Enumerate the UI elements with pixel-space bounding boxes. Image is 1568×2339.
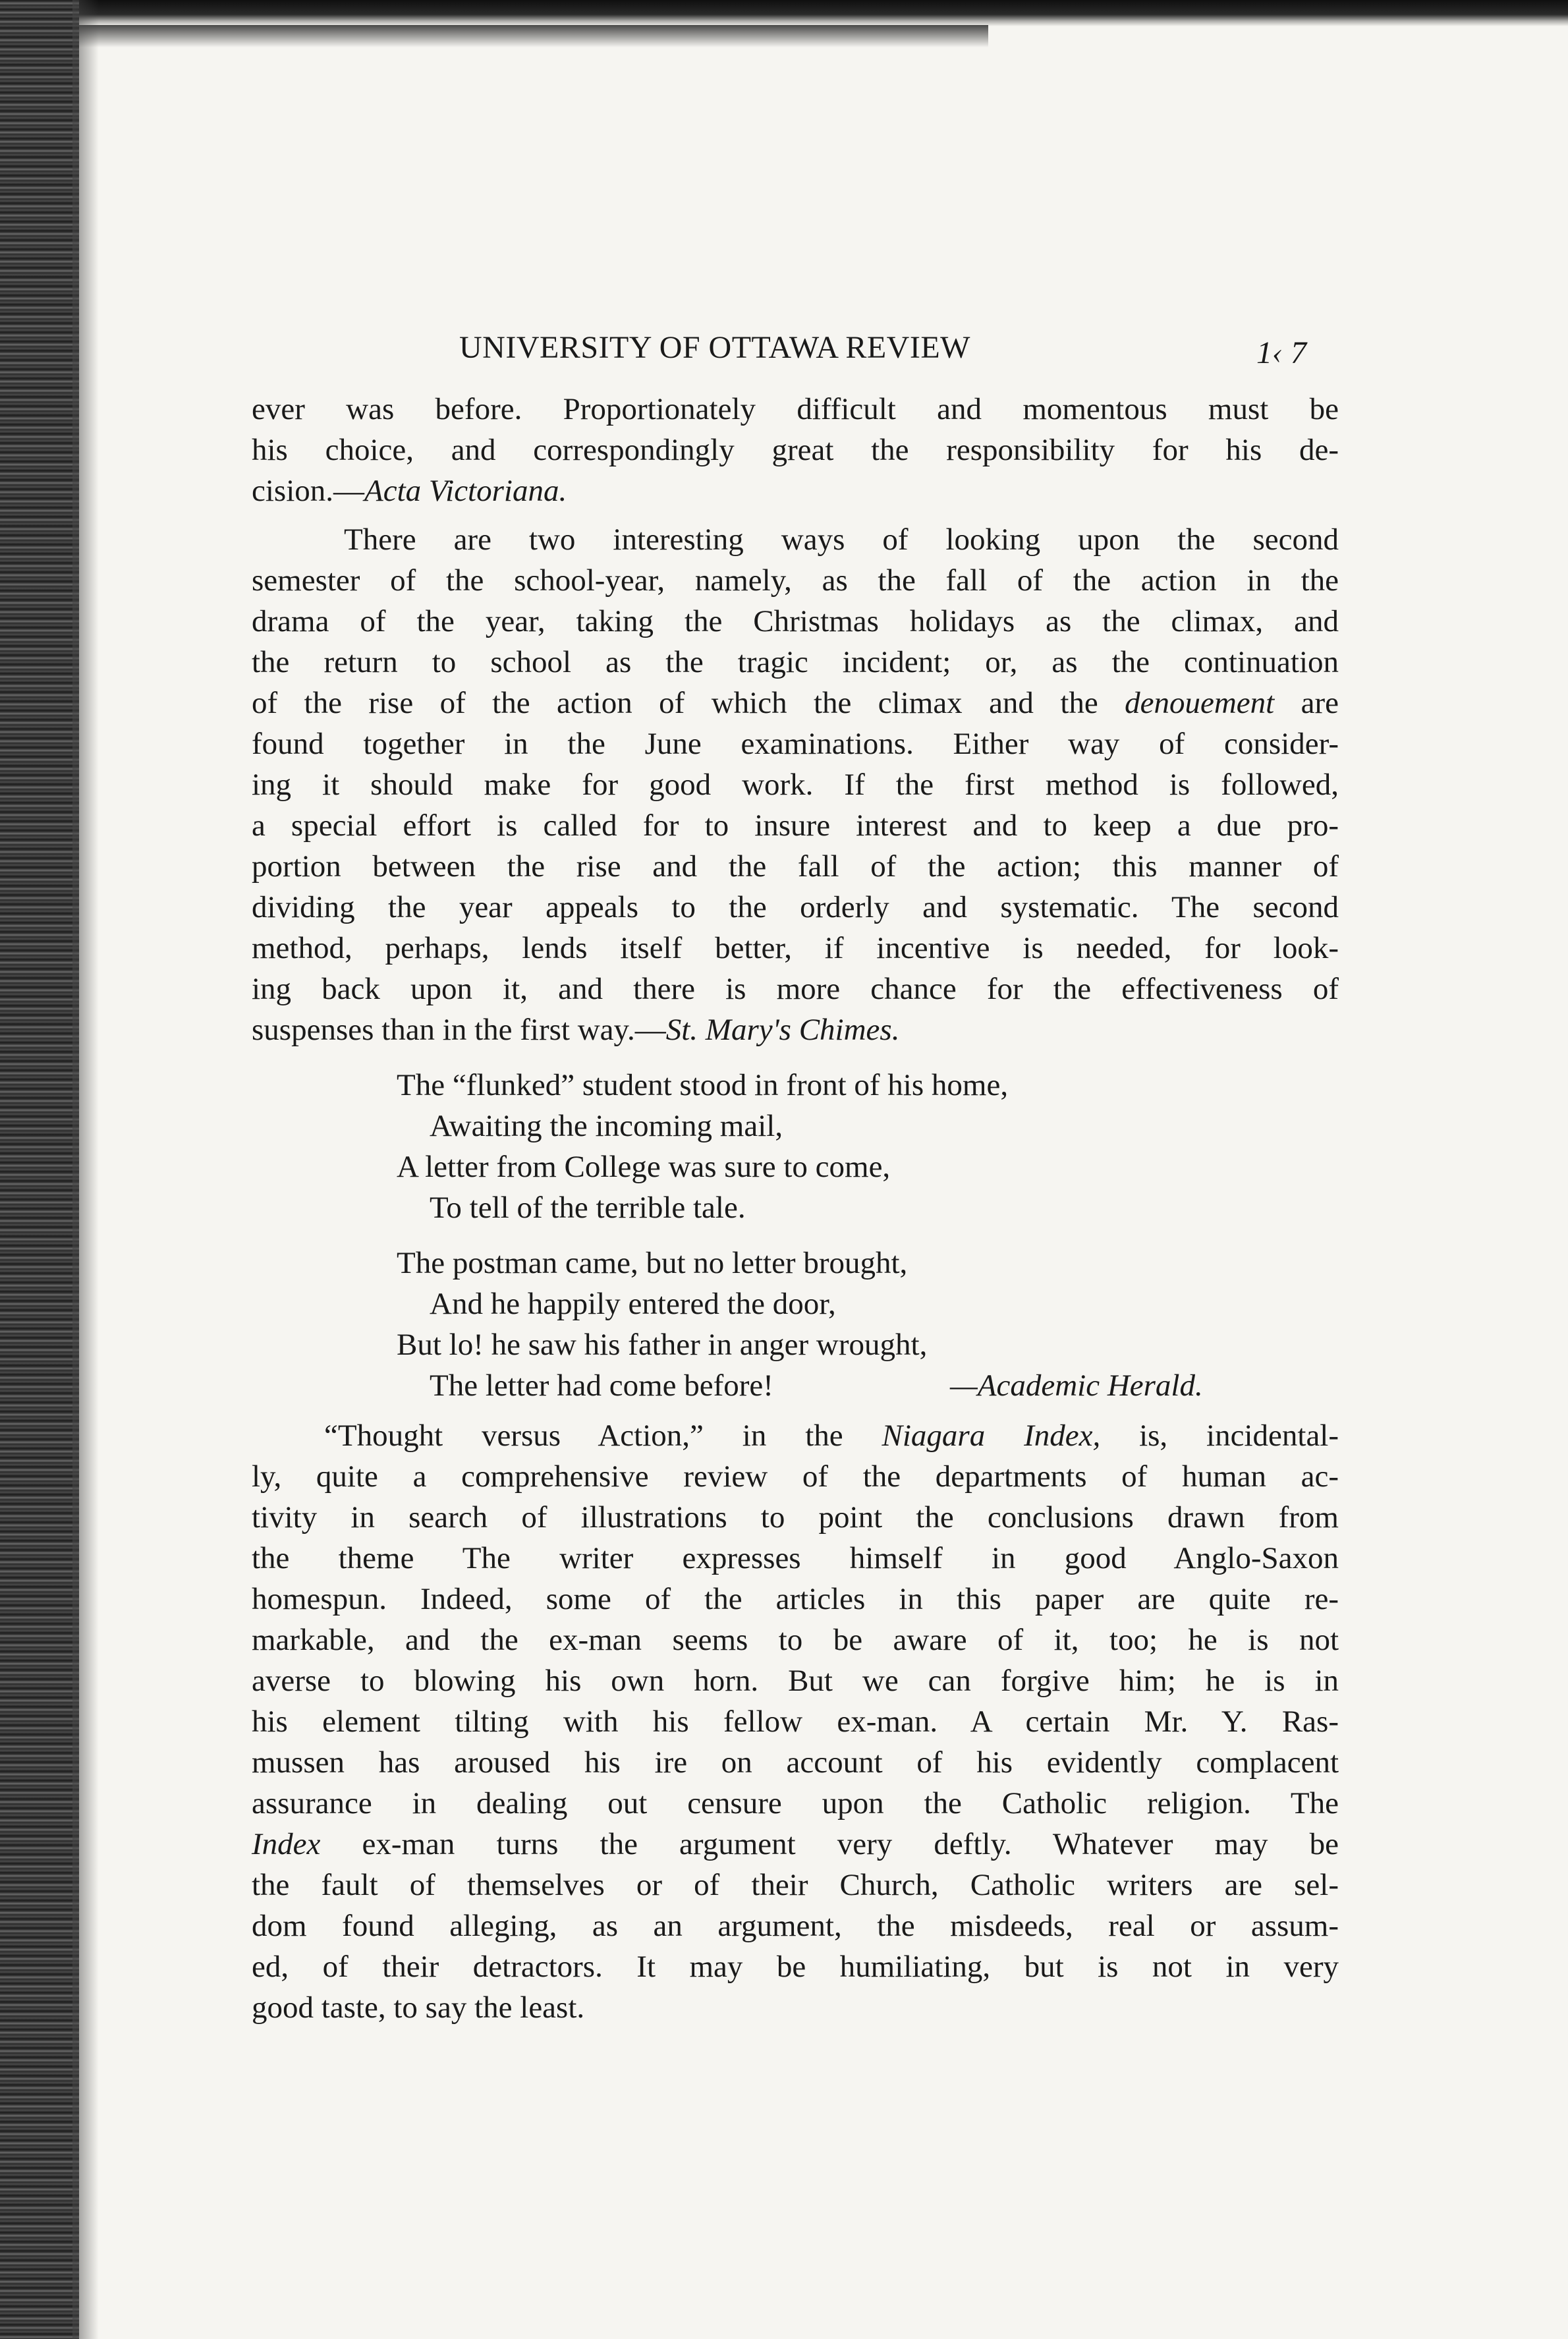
text-line: a special effort is called for to insure interest and to keep a due pro-: [252, 808, 1339, 843]
text-line: dividing the year appeals to the orderly and systematic. The second: [252, 890, 1339, 924]
text-span: is, incidental-: [1139, 1419, 1339, 1453]
journal-title: UNIVERSITY OF OTTAWA REVIEW: [459, 330, 970, 365]
text-line: dom found alleging, as an argument, the misdeeds, real or assum-: [252, 1909, 1339, 1943]
running-head: [252, 329, 1339, 389]
text-line: [252, 470, 1339, 511]
text-span: ex-man turns the argument very deftly. Whatever may be: [362, 1827, 1339, 1861]
text-line: homespun. Indeed, some of the articles in this paper are quite re-: [252, 1582, 1339, 1616]
italic-term: denouement: [1125, 686, 1275, 720]
text-line: the fault of themselves or of their Church, Catholic writers are sel-: [252, 1868, 1339, 1902]
text-span: cision.—: [252, 474, 365, 508]
text-span: of the rise of the action of which the climax and the: [252, 686, 1098, 720]
page-body: [252, 329, 1339, 2028]
text-line: [252, 683, 1339, 723]
poem-line: [397, 1365, 1339, 1406]
poem-line: A letter from College was sure to come,: [397, 1150, 891, 1184]
text-line: drama of the year, taking the Christmas holidays as the climax, and: [252, 604, 1339, 638]
text-line: the return to school as the tragic incident; or, as the continuation: [252, 645, 1339, 679]
text-line: good taste, to say the least.: [252, 1990, 585, 2025]
text-line: assurance in dealing out censure upon the Catholic religion. The: [252, 1786, 1339, 1820]
poem-line: To tell of the terrible tale.: [430, 1191, 746, 1225]
text-line: averse to blowing his own horn. But we can forgive him; he is in: [252, 1664, 1339, 1698]
text-line: ing it should make for good work. If the first method is followed,: [252, 768, 1339, 802]
text-line: portion between the rise and the fall of the action; this manner of: [252, 849, 1339, 884]
poem-attribution: —Academic Herald.: [950, 1368, 1203, 1403]
paragraph-st-marys-chimes: [252, 519, 1339, 1050]
text-line: semester of the school-year, namely, as the fall of the action in the: [252, 563, 1339, 598]
scan-binding-shadow: [72, 0, 99, 2339]
poem-line: Awaiting the incoming mail,: [430, 1109, 783, 1143]
page-number: 1‹ 7: [1256, 335, 1306, 370]
text-line: tivity in search of illustrations to point the conclusions drawn from: [252, 1500, 1339, 1535]
text-line: [252, 1824, 1339, 1865]
text-line: ed, of their detractors. It may be humiliating, but is not in very: [252, 1950, 1339, 1984]
text-line: ing back upon it, and there is more chance for the effectiveness of: [252, 972, 1339, 1006]
source-citation: Index: [252, 1827, 321, 1861]
source-citation: St. Mary's Chimes.: [665, 1013, 900, 1047]
text-line: his element tilting with his fellow ex-man. A certain Mr. Y. Ras-: [252, 1705, 1339, 1739]
source-citation: Niagara Index,: [882, 1419, 1101, 1453]
text-line: mussen has aroused his ire on account of his evidently complacent: [252, 1745, 1339, 1780]
text-line: his choice, and correspondingly great the responsibility for his de-: [252, 433, 1339, 467]
scan-top-shadow: [0, 25, 988, 47]
text-span: suspenses than in the first way.—: [252, 1013, 666, 1047]
scan-top-edge: [0, 0, 1568, 26]
text-line: There are two interesting ways of looking upon the second: [344, 522, 1339, 557]
source-citation: Acta Victoriana.: [364, 474, 567, 508]
poem-line: The “flunked” student stood in front of his home,: [397, 1068, 1009, 1102]
poem-line-text: The letter had come before!: [430, 1368, 773, 1403]
scan-binding-edge: [0, 0, 79, 2339]
poem-line: But lo! he saw his father in anger wrought,: [397, 1328, 928, 1362]
text-line: [252, 1415, 1339, 1456]
text-line: [252, 1009, 1339, 1050]
text-span: are: [1301, 686, 1339, 720]
text-line: ly, quite a comprehensive review of the departments of human ac-: [252, 1459, 1339, 1494]
paragraph-acta-victoriana: [252, 389, 1339, 511]
paragraph-niagara-index: [252, 1415, 1339, 2028]
text-line: found together in the June examinations. Either way of consider-: [252, 727, 1339, 761]
text-line: markable, and the ex-man seems to be aware of it, too; he is not: [252, 1623, 1339, 1657]
text-span: “Thought versus Action,” in the: [324, 1419, 843, 1453]
poem: [397, 1065, 1339, 1406]
poem-line: And he happily entered the door,: [430, 1287, 836, 1321]
poem-line: The postman came, but no letter brought,: [397, 1246, 908, 1280]
text-line: ever was before. Proportionately difficult and momentous must be: [252, 392, 1339, 426]
text-line: the theme The writer expresses himself in good Anglo-Saxon: [252, 1541, 1339, 1575]
text-line: method, perhaps, lends itself better, if incentive is needed, for look-: [252, 931, 1339, 965]
